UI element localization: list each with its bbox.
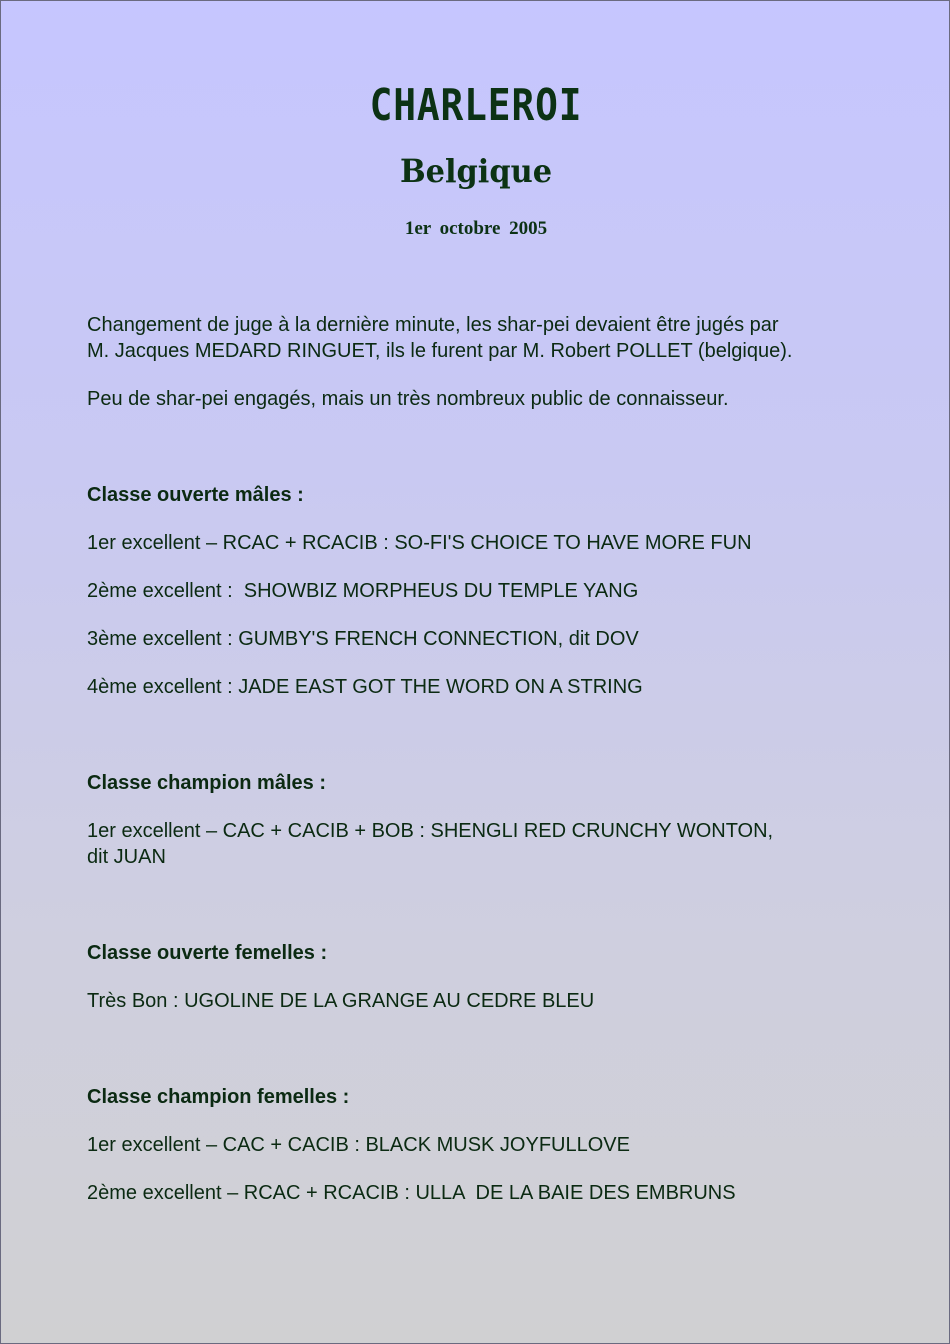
page-title: CHARLEROI bbox=[369, 80, 583, 131]
result-line: Très Bon : UGOLINE DE LA GRANGE AU CEDRE BLEU bbox=[87, 990, 595, 1012]
result-line: 1er excellent – CAC + CACIB + BOB : SHENGLI RED CRUNCHY WONTON, bbox=[87, 820, 774, 842]
result-line: 1er excellent – CAC + CACIB : BLACK MUSK JOYFULLOVE bbox=[87, 1134, 630, 1156]
event-date: 1er octobre 2005 bbox=[404, 218, 548, 239]
intro-line-2: M. Jacques MEDARD RINGUET, ils le furent par M. Robert POLLET (belgique). bbox=[87, 340, 793, 362]
section-heading-champion-females: Classe champion femelles : bbox=[87, 1086, 350, 1108]
result-line: 2ème excellent : SHOWBIZ MORPHEUS DU TEMPLE YANG bbox=[87, 580, 639, 602]
result-line: 1er excellent – RCAC + RCACIB : SO-FI'S CHOICE TO HAVE MORE FUN bbox=[87, 532, 752, 554]
section-heading-champion-males: Classe champion mâles : bbox=[87, 772, 326, 794]
result-line: 4ème excellent : JADE EAST GOT THE WORD ON A STRING bbox=[87, 676, 643, 698]
intro-line-1: Changement de juge à la dernière minute, les shar-pei devaient être jugés par bbox=[87, 314, 779, 336]
intro-line-3: Peu de shar-pei engagés, mais un très nombreux public de connaisseur. bbox=[87, 388, 729, 410]
section-heading-open-males: Classe ouverte mâles : bbox=[87, 484, 304, 506]
result-line: 3ème excellent : GUMBY'S FRENCH CONNECTION, dit DOV bbox=[87, 628, 639, 650]
page-subtitle: Belgique bbox=[399, 152, 553, 190]
result-line-continuation: dit JUAN bbox=[87, 846, 166, 868]
section-heading-open-females: Classe ouverte femelles : bbox=[87, 942, 328, 964]
result-line: 2ème excellent – RCAC + RCACIB : ULLA DE LA BAIE DES EMBRUNS bbox=[87, 1182, 736, 1204]
